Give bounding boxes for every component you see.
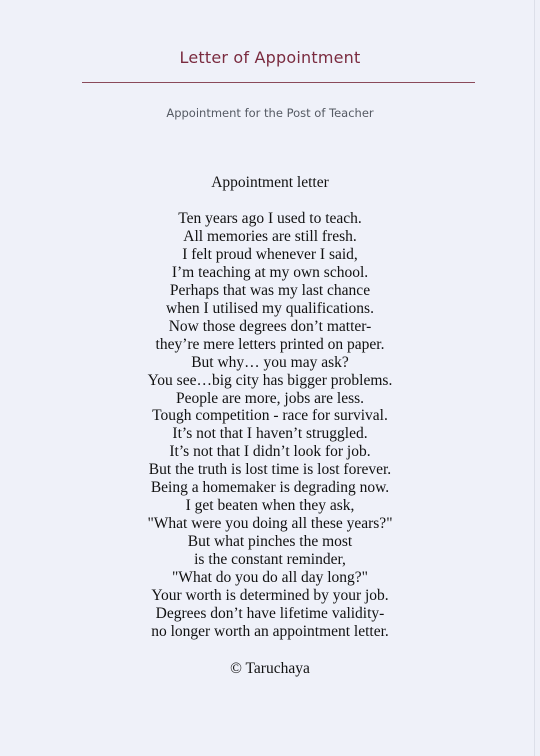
poem-line: Degrees don’t have lifetime validity- (155, 604, 385, 622)
poem-line: Now those degrees don’t matter- (168, 317, 372, 335)
copyright-notice: © Taruchaya (230, 660, 310, 677)
poem-line: It’s not that I haven’t struggled. (172, 425, 368, 443)
poem-line: "What do you do all day long?" (171, 569, 369, 587)
poem-line: People are more, jobs are less. (175, 389, 365, 407)
poem-line: when I utilised my qualifications. (166, 299, 374, 317)
poem-line: I’m teaching at my own school. (171, 263, 369, 281)
poem-line: Ten years ago I used to teach. (178, 210, 362, 227)
poem-line: they’re mere letters printed on paper. (155, 335, 385, 353)
poem-line: Your worth is determined by your job. (151, 587, 389, 605)
poem-line: You see…big city has bigger problems. (147, 371, 393, 389)
poem-line: I felt proud whenever I said, (182, 245, 358, 263)
poem-line: But what pinches the most (187, 533, 353, 551)
poem-line: is the constant reminder, (194, 551, 346, 569)
poem-line: But the truth is lost time is lost forever. (148, 461, 392, 479)
poem-line: I get beaten when they ask, (185, 497, 355, 515)
poem-line: Tough competition - race for survival. (152, 407, 388, 425)
poem-line: "What were you doing all these years?" (147, 515, 393, 533)
poem-line: But why… you may ask? (191, 353, 349, 371)
poem-line: Perhaps that was my last chance (169, 281, 371, 299)
poem-line: All memories are still fresh. (183, 227, 357, 245)
title-divider (82, 82, 475, 83)
document-title: Letter of Appointment (179, 48, 361, 67)
document-subtitle: Appointment for the Post of Teacher (166, 106, 374, 120)
poem-line: Being a homemaker is degrading now. (150, 479, 390, 497)
poem-title: Appointment letter (211, 174, 329, 191)
poem-line: It’s not that I didn’t look for job. (169, 443, 371, 461)
poem-body (0, 210, 540, 641)
poem-line: no longer worth an appointment letter. (151, 622, 389, 640)
